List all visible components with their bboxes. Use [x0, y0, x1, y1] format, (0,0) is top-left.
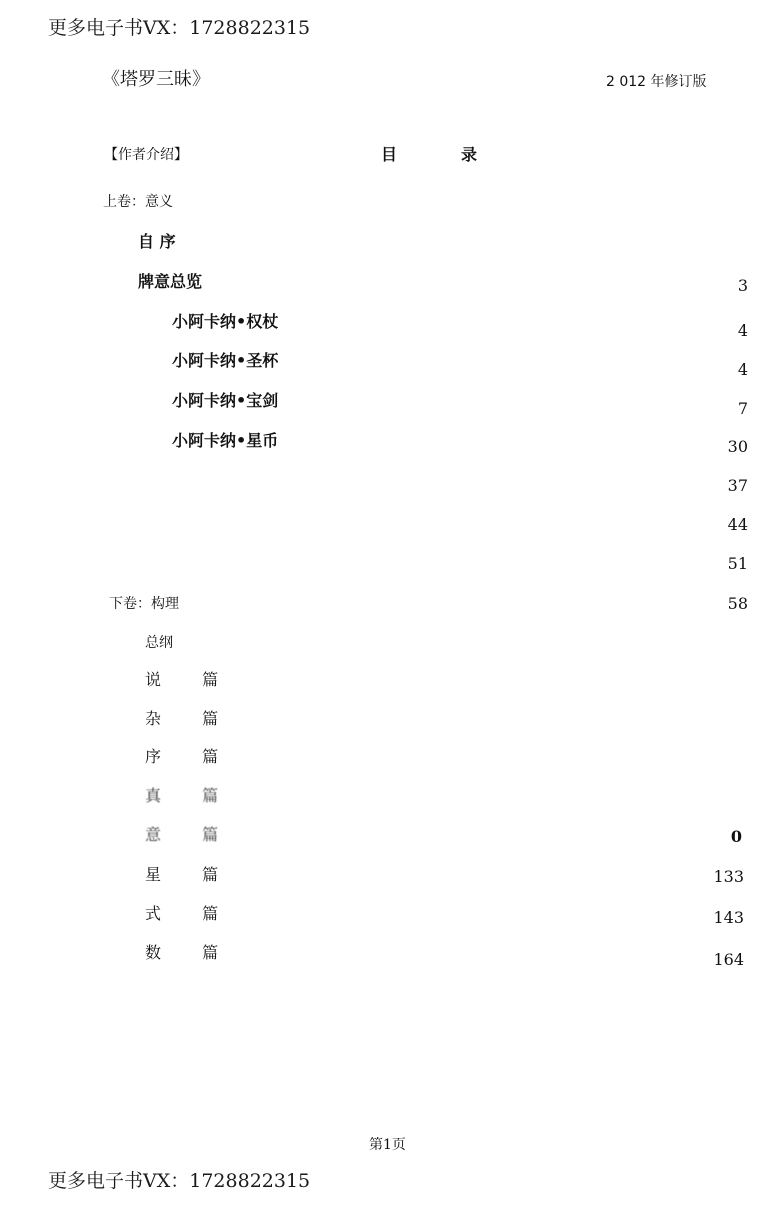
page-footer: 第1页: [369, 1137, 406, 1153]
toc-entry-zhen[interactable]: 真 篇: [145, 786, 237, 805]
toc-entry-cups[interactable]: 小阿卡纳•圣杯: [172, 351, 279, 370]
toc-entry-xu[interactable]: 序 篇: [145, 747, 237, 766]
page-number: 0: [730, 827, 742, 846]
toc-entry-swords[interactable]: 小阿卡纳•宝剑: [172, 391, 279, 410]
toc-heading-mu: 目: [381, 145, 398, 164]
toc-entry-shu[interactable]: 数 篇: [145, 943, 237, 962]
page-number: 143: [713, 908, 744, 927]
book-title: 《塔罗三昧》: [102, 69, 210, 90]
page-number: 4: [737, 321, 748, 340]
page-number: 44: [727, 515, 748, 534]
page-number: 133: [713, 867, 744, 886]
toc-entry-shi[interactable]: 式 篇: [145, 904, 237, 923]
toc-heading-lu: 录: [461, 145, 478, 164]
page-number: 51: [727, 554, 748, 573]
author-intro-link[interactable]: 【作者介绍】: [104, 147, 188, 163]
page-number: 30: [727, 437, 748, 456]
toc-entry-za[interactable]: 杂 篇: [145, 709, 237, 728]
page-number: 164: [713, 950, 744, 969]
volume-one-label: 上卷：意义: [103, 194, 173, 210]
page-number: 37: [727, 476, 748, 495]
toc-entry-shuo[interactable]: 说 篇: [145, 670, 237, 689]
edition-label: 2 012 年修订版: [606, 74, 707, 90]
watermark-bottom: 更多电子书VX：1728822315: [48, 1170, 311, 1192]
page-number: 58: [727, 594, 748, 613]
toc-entry-wands[interactable]: 小阿卡纳•权杖: [172, 312, 279, 331]
page-number: 7: [737, 399, 748, 418]
page-number: 4: [737, 360, 748, 379]
page-number: 3: [737, 276, 748, 295]
watermark-top: 更多电子书VX：1728822315: [48, 17, 311, 39]
toc-entry-xing[interactable]: 星 篇: [145, 865, 237, 884]
toc-entry-overview[interactable]: 牌意总览: [138, 272, 203, 291]
toc-entry-yi[interactable]: 意 篇: [145, 825, 237, 844]
toc-entry-pentacles[interactable]: 小阿卡纳•星币: [172, 431, 279, 450]
toc-entry-outline[interactable]: 总纲: [145, 635, 173, 651]
toc-entry-preface[interactable]: 自 序: [138, 232, 176, 251]
volume-two-label: 下卷：构理: [109, 596, 179, 612]
